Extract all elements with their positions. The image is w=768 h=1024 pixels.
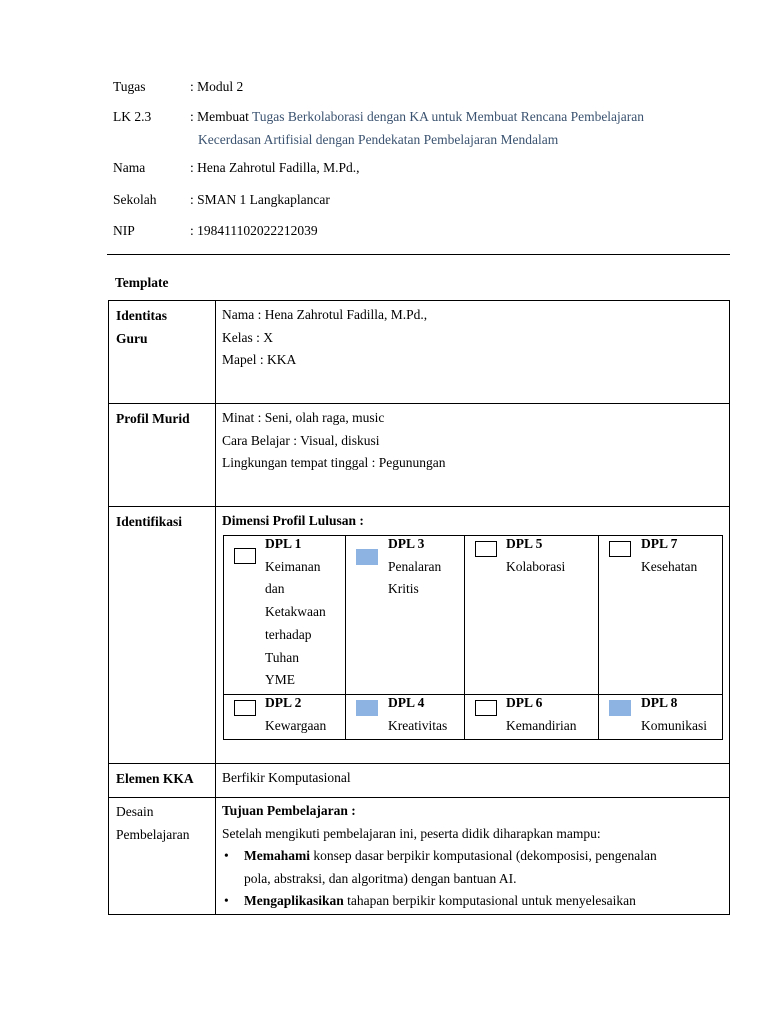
dpl3-checkbox[interactable]	[356, 549, 378, 565]
tugas-value: : Modul 2	[190, 79, 244, 94]
objective-verb: Mengaplikasikan	[244, 893, 344, 908]
objective-text: konsep dasar berpikir komputasional (dekomposisi, pengenalan	[309, 848, 657, 863]
lk-value-line2: Kecerdasan Artifisial dengan Pendekatan Pembelajaran Mendalam	[198, 132, 559, 147]
dpl8-code: DPL 8	[641, 695, 678, 710]
row-divider	[109, 797, 729, 798]
dpl3-name-line: Kritis	[388, 581, 419, 597]
tujuan-heading: Tujuan Pembelajaran :	[222, 803, 356, 818]
elemen-label: Elemen KKA	[116, 771, 194, 786]
dpl-col-divider	[345, 536, 346, 739]
tugas-label: Tugas	[113, 79, 146, 94]
nama-label: Nama	[113, 160, 146, 175]
lk-value-prefix: : Membuat	[190, 109, 252, 124]
template-title: Template	[115, 275, 169, 290]
dpl2-checkbox[interactable]	[234, 700, 256, 716]
dpl8-name-line: Komunikasi	[641, 717, 707, 733]
dpl4-cell	[388, 692, 447, 737]
dpl4-name-line: Kreativitas	[388, 717, 448, 733]
dpl6-name-line: Kemandirian	[506, 717, 577, 733]
dpl7-code: DPL 7	[641, 536, 678, 551]
label-column-divider	[215, 301, 216, 914]
identitas-label-line1: Identitas	[116, 308, 168, 323]
profil-lingkungan: Lingkungan tempat tinggal : Pegunungan	[222, 455, 446, 470]
tujuan-intro: Setelah mengikuti pembelajaran ini, peserta didik diharapkan mampu:	[222, 825, 601, 841]
dpl4-code: DPL 4	[388, 695, 425, 710]
dpl2-cell	[265, 692, 326, 737]
row-divider	[109, 763, 729, 764]
objective-item	[222, 845, 723, 890]
lk-label: LK 2.3	[113, 109, 152, 124]
elemen-value: Berfikir Komputasional	[222, 770, 351, 785]
dpl8-checkbox[interactable]	[609, 700, 631, 716]
dpl6-cell	[506, 692, 576, 737]
dpl3-code: DPL 3	[388, 536, 425, 551]
row-divider	[109, 506, 729, 507]
dpl7-cell	[641, 533, 697, 578]
identitas-label-line2: Guru	[116, 331, 148, 346]
desain-label-line2: Pembelajaran	[116, 827, 190, 842]
objective-text: tahapan berpikir komputasional untuk menyelesaikan	[343, 893, 636, 908]
dpl4-checkbox[interactable]	[356, 700, 378, 716]
dpl1-name-line: Ketakwaan	[265, 604, 326, 620]
dpl1-name-line: Tuhan	[265, 649, 300, 665]
dpl5-name-line: Kolaborasi	[506, 558, 566, 574]
objective-verb: Memahami	[244, 848, 310, 863]
objective-item	[222, 890, 723, 913]
dpl-col-divider	[464, 536, 465, 739]
dpl2-name-line: Kewargaan	[265, 717, 327, 733]
nip-label: NIP	[113, 223, 135, 238]
dpl1-name-line: Keimanan	[265, 558, 321, 574]
desain-content	[222, 800, 723, 913]
dimensi-heading: Dimensi Profil Lulusan :	[222, 513, 364, 528]
dpl1-cell	[265, 533, 326, 692]
dpl-table	[223, 535, 723, 740]
dpl8-cell	[641, 692, 707, 737]
profil-label: Profil Murid	[116, 411, 190, 426]
nama-value: : Hena Zahrotul Fadilla, M.Pd.,	[190, 160, 360, 175]
header-divider	[107, 254, 730, 255]
profil-content	[222, 407, 723, 475]
desain-label	[116, 800, 208, 846]
identitas-mapel: Mapel : KKA	[222, 352, 297, 367]
dpl1-code: DPL 1	[265, 536, 302, 551]
nip-value: : 198411102022212039	[190, 223, 318, 238]
dpl1-checkbox[interactable]	[234, 548, 256, 564]
lk-value	[190, 107, 644, 127]
objectives-list	[222, 845, 723, 913]
dpl6-code: DPL 6	[506, 695, 543, 710]
sekolah-label: Sekolah	[113, 192, 157, 207]
profil-cara-belajar: Cara Belajar : Visual, diskusi	[222, 432, 380, 448]
dpl1-name-line: dan	[265, 581, 285, 597]
dpl5-code: DPL 5	[506, 536, 543, 551]
dpl3-cell	[388, 533, 441, 601]
identitas-kelas: Kelas : X	[222, 329, 273, 345]
profil-minat: Minat : Seni, olah raga, music	[222, 410, 385, 425]
dpl3-name-line: Penalaran	[388, 558, 442, 574]
sekolah-value: : SMAN 1 Langkaplancar	[190, 192, 330, 207]
dpl5-checkbox[interactable]	[475, 541, 497, 557]
lk-value-title: Tugas Berkolaborasi dengan KA untuk Membuat Rencana Pembelajaran	[252, 109, 645, 124]
dpl7-checkbox[interactable]	[609, 541, 631, 557]
template-table	[108, 300, 730, 915]
dpl1-name-line: YME	[265, 672, 295, 688]
objective-text-line2: pola, abstraksi, dan algoritma) dengan bantuan AI.	[244, 870, 517, 886]
dpl6-checkbox[interactable]	[475, 700, 497, 716]
identitas-content	[222, 304, 723, 372]
dpl7-name-line: Kesehatan	[641, 558, 698, 574]
row-divider	[109, 403, 729, 404]
dpl5-cell	[506, 533, 565, 578]
dpl1-name-line: terhadap	[265, 626, 312, 642]
desain-label-line1: Desain	[116, 804, 154, 819]
dpl2-code: DPL 2	[265, 695, 302, 710]
identitas-label	[116, 304, 208, 350]
identitas-nama: Nama : Hena Zahrotul Fadilla, M.Pd.,	[222, 307, 428, 322]
identifikasi-label: Identifikasi	[116, 514, 183, 529]
dpl-col-divider	[598, 536, 599, 739]
